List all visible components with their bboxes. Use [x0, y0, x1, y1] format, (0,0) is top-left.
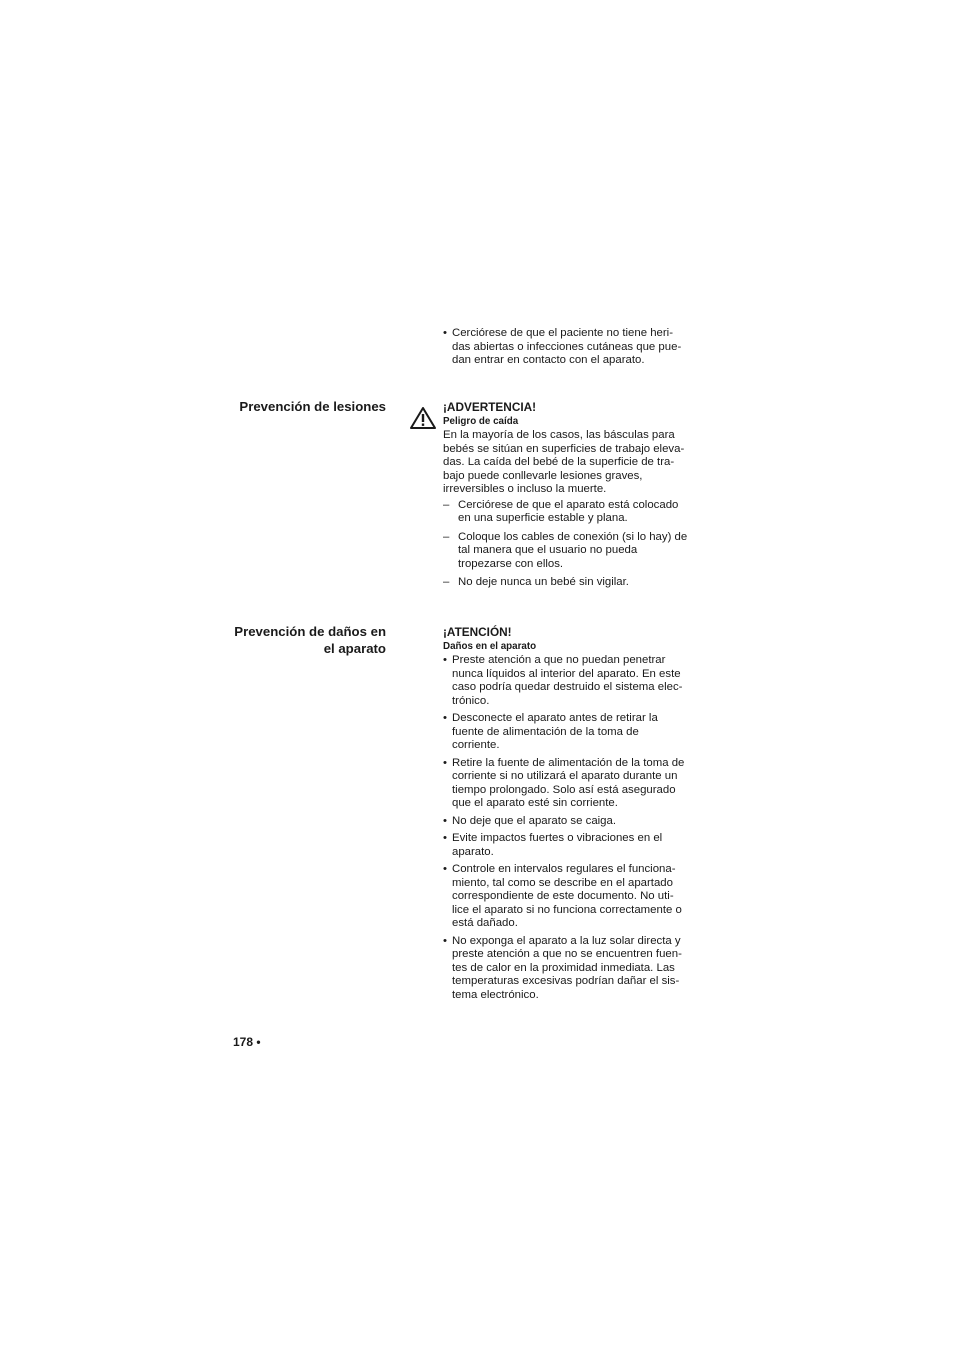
dash-list: [443, 499, 695, 590]
list-item: • Evite impactos fuertes o vibraciones en el aparato.: [443, 832, 695, 859]
warning-block-advertencia: [443, 400, 695, 595]
list-item: • Retire la fuente de alimentación de la toma de corriente si no utilizará el aparato durante un tiempo prolongado. Solo así está asegurado que el aparato esté sin corriente.: [443, 757, 695, 811]
list-item: • Desconecte el aparato antes de retirar la fuente de alimentación de la toma de corriente.: [443, 712, 695, 753]
warning-triangle-icon: [409, 406, 437, 430]
list-item: • Cerciórese de que el paciente no tiene heri- das abiertas o infecciones cutáneas que pue- dan entrar en contacto con el aparato.: [443, 327, 695, 368]
warning-block-atencion: [443, 625, 695, 1006]
list-item: • Preste atención a que no puedan penetrar nunca líquidos al interior del aparato. En este caso podría quedar destruido el sistema elec- trónico.: [443, 654, 695, 708]
section-heading-line: el aparato: [323, 641, 386, 656]
warning-title: ¡ADVERTENCIA!: [443, 400, 537, 414]
bullet-list: [443, 654, 695, 1002]
section-heading-prevencion-lesiones: Prevención de lesiones: [239, 399, 386, 414]
warning-paragraph: En la mayoría de los casos, las básculas para bebés se sitúan en superficies de trabajo eleva- das. La caída del bebé de la superficie de tra- bajo puede conllevarle lesiones graves, irreversibles o incluso la muerte.: [443, 429, 685, 495]
page-number: 178 •: [233, 1035, 261, 1049]
list-item: • No exponga el aparato a la luz solar directa y preste atención a que no se encuentren fuen- tes de calor en la proximidad inmediata. Las temperaturas excesivas podrían dañar el sis- tema electrónico.: [443, 935, 695, 1003]
section-heading-line: Prevención de daños en: [234, 624, 386, 639]
list-item: – Cerciórese de que el aparato está colocado en una superficie estable y plana.: [443, 499, 695, 526]
warning-subtitle: Peligro de caída: [443, 416, 519, 427]
list-item: • No deje que el aparato se caiga.: [443, 815, 695, 829]
list-item: – Coloque los cables de conexión (si lo hay) de tal manera que el usuario no pueda tropezarse con ellos.: [443, 531, 695, 572]
warning-subtitle: Daños en el aparato: [443, 641, 537, 652]
list-item: – No deje nunca un bebé sin vigilar.: [443, 576, 695, 590]
section-heading-prevencion-danos: [186, 623, 386, 657]
intro-bullet-list: [443, 327, 695, 372]
list-item: • Controle en intervalos regulares el funciona- miento, tal como se describe en el apartado correspondiente de este documento. No uti- lice el aparato si no funciona correctamente o está dañado.: [443, 863, 695, 931]
warning-title: ¡ATENCIÓN!: [443, 625, 512, 639]
